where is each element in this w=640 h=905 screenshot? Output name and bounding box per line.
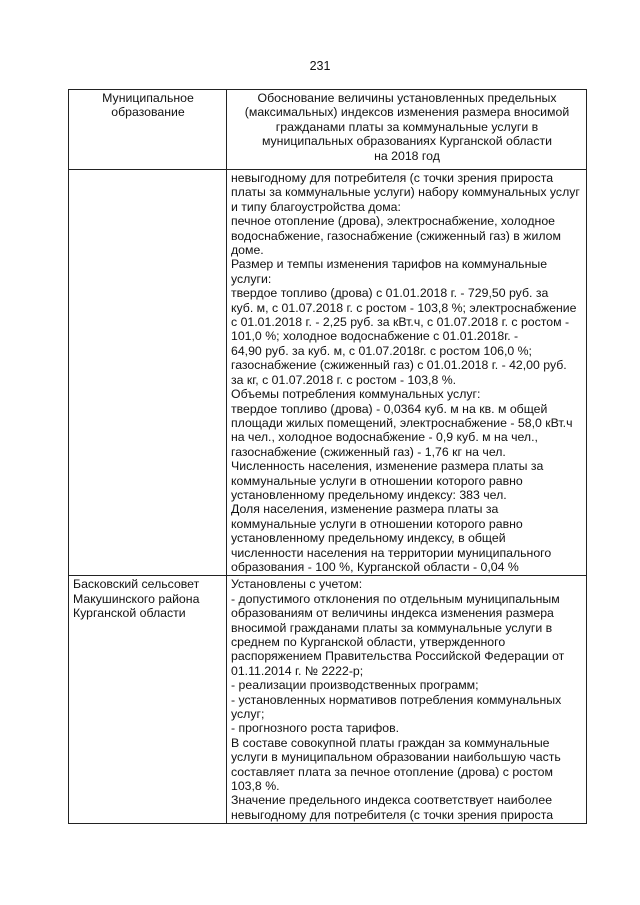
- justification-cell: [227, 170, 587, 576]
- text-line: на 2018 год: [374, 148, 440, 163]
- text-line: Доля населения, изменение размера платы за: [231, 502, 499, 517]
- text-line: газоснабжение (сжиженный газ) с 01.01.2018 г. - 42,00 руб.: [231, 358, 567, 373]
- justification-cell: [227, 576, 587, 824]
- text-line: Установлены с учетом:: [231, 577, 363, 592]
- text-line: гражданами платы за коммунальные услуги в: [275, 119, 539, 134]
- text-line: образования - 100 %, Курганской области - 0,04 %: [231, 559, 519, 574]
- table-row: [69, 576, 587, 824]
- text-line: вносимой гражданами платы за коммунальные услуги в: [231, 620, 553, 635]
- text-line: услуг;: [231, 707, 265, 722]
- text-line: на чел., холодное водоснабжение - 0,9 куб. м на чел.,: [231, 430, 538, 445]
- text-line: печное отопление (дрова), электроснабжение, холодное: [231, 214, 556, 229]
- text-line: составляет плата за печное отопление (дрова) с ростом: [231, 764, 553, 779]
- text-line: образованиям от величины индекса изменения размера: [231, 606, 554, 621]
- text-line: среднем по Курганской области, утвержденного: [231, 635, 506, 649]
- text-line: муниципальных образованиях Курганской области: [261, 134, 553, 149]
- justification-lines: [231, 171, 583, 574]
- text-line: 101,0 %; холодное водоснабжение с 01.01.2018г. -: [231, 329, 519, 344]
- text-line: доме.: [231, 243, 264, 258]
- text-line: услуги в муниципальном образовании наибольшую часть: [231, 750, 561, 765]
- text-line: коммунальные услуги в отношении которого равно: [231, 473, 523, 488]
- header-municipality-cell: [69, 90, 227, 170]
- text-line: платы за коммунальные услуги) набору коммунальных услуг: [231, 185, 580, 200]
- text-line: распоряжением Правительства Российской Федерации от: [231, 649, 565, 664]
- table-row: [69, 170, 587, 576]
- text-line: коммунальные услуги в отношении которого равно: [231, 516, 523, 531]
- table-header-row: [69, 90, 587, 170]
- text-line: Значение предельного индекса соответствует наиболее: [231, 793, 553, 808]
- header-justification-lines: [231, 91, 583, 163]
- text-line: Басковский сельсовет: [73, 577, 200, 592]
- text-line: образование: [111, 105, 185, 120]
- text-line: 64,90 руб. за куб. м, с 01.07.2018г. с ростом 106,0 %;: [231, 343, 532, 358]
- text-line: куб. м, с 01.07.2018 г. с ростом - 103,8 %; электроснабжение: [231, 300, 577, 315]
- text-line: водоснабжение, газоснабжение (сжиженный газ) в жилом: [231, 228, 561, 243]
- text-line: численности населения на территории муниципального: [231, 545, 552, 560]
- justification-lines: [231, 577, 583, 822]
- text-line: услуги:: [231, 271, 272, 286]
- text-line: - допустимого отклонения по отдельным муниципальным: [231, 591, 560, 606]
- text-line: - установленных нормативов потребления коммунальных: [231, 692, 562, 707]
- municipality-cell: [69, 576, 227, 824]
- text-line: Макушинского района: [73, 591, 200, 606]
- text-line: Численность населения, изменение размера платы за: [231, 459, 544, 474]
- text-line: - реализации производственных программ;: [231, 678, 479, 693]
- text-line: газоснабжение (сжиженный газ) - 1,76 кг на чел.: [231, 444, 506, 459]
- text-line: 103,8 %.: [231, 779, 280, 794]
- text-line: Курганской области: [73, 606, 186, 621]
- text-line: Муниципальное: [102, 91, 194, 105]
- page-number: 231: [309, 59, 331, 73]
- text-line: - прогнозного роста тарифов.: [231, 721, 400, 736]
- header-justification-cell: [227, 90, 587, 170]
- text-line: и типу благоустройства дома:: [231, 199, 401, 214]
- header-municipality-lines: [73, 91, 223, 120]
- text-line: за кг, с 01.07.2018 г. с ростом - 103,8 %.: [231, 372, 457, 387]
- text-line: установленному предельному индексу: 383 чел.: [231, 487, 507, 502]
- text-line: твердое топливо (дрова) - 0,0364 куб. м на кв. м общей: [231, 401, 548, 416]
- municipality-cell: [69, 170, 227, 576]
- text-line: 01.11.2014 г. № 2222-р;: [231, 663, 364, 678]
- text-line: Обоснование величины установленных предельных: [257, 91, 557, 105]
- text-line: Объемы потребления коммунальных услуг:: [231, 387, 481, 402]
- text-line: невыгодному для потребителя (с точки зрения прироста: [231, 171, 554, 185]
- text-line: площади жилых помещений, электроснабжение - 58,0 кВт.ч: [231, 415, 573, 430]
- text-line: с 01.01.2018 г. - 2,25 руб. за кВт.ч, с 01.07.2018 г. с ростом -: [231, 315, 570, 330]
- tariff-justification-table: [68, 89, 587, 824]
- text-line: установленному предельному индексу, в общей: [231, 531, 506, 546]
- text-line: невыгодному для потребителя (с точки зрения прироста: [231, 807, 554, 822]
- text-line: В составе совокупной платы граждан за коммунальные: [231, 735, 550, 750]
- text-line: Размер и темпы изменения тарифов на коммунальные: [231, 257, 548, 272]
- text-line: (максимальных) индексов изменения размера вносимой: [244, 105, 570, 120]
- text-line: твердое топливо (дрова) с 01.01.2018 г. - 729,50 руб. за: [231, 286, 549, 301]
- municipality-lines: [73, 577, 223, 620]
